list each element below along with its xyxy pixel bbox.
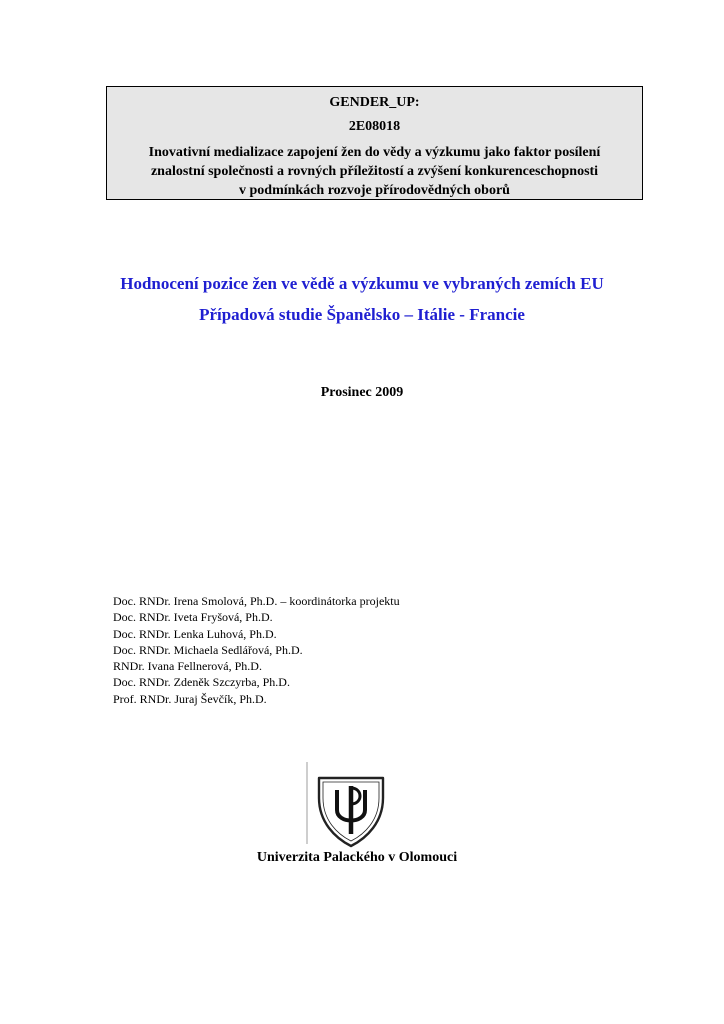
project-description-line: znalostní společnosti a rovných příležitostí a zvýšení konkurenceschopnosti — [150, 164, 599, 179]
project-description-line: v podmínkách rozvoje přírodovědných oborů — [239, 183, 510, 198]
project-description-line: Inovativní medializace zapojení žen do vědy a výzkumu jako faktor posílení — [148, 145, 601, 160]
project-header-box — [106, 86, 643, 200]
author-item: Doc. RNDr. Michaela Sedlářová, Ph.D. — [113, 642, 303, 657]
grant-number: 2E08018 — [348, 119, 401, 134]
author-item: Prof. RNDr. Juraj Ševčík, Ph.D. — [113, 691, 267, 706]
project-code: GENDER_UP: — [329, 95, 420, 110]
university-crest-icon — [305, 762, 395, 852]
author-item: Doc. RNDr. Lenka Luhová, Ph.D. — [113, 626, 277, 641]
project-description — [107, 143, 642, 200]
author-item: RNDr. Ivana Fellnerová, Ph.D. — [113, 659, 262, 674]
document-title-block — [0, 270, 724, 329]
publication-date: Prosinec 2009 — [320, 385, 404, 400]
university-name: Univerzita Palackého v Olomouci — [256, 850, 458, 865]
author-item: Doc. RNDr. Irena Smolová, Ph.D. – koordinátorka projektu — [113, 594, 400, 608]
author-item: Doc. RNDr. Zdeněk Szczyrba, Ph.D. — [113, 675, 290, 690]
document-subtitle: Případová studie Španělsko – Itálie - Francie — [199, 305, 525, 324]
author-list — [113, 593, 400, 707]
author-item: Doc. RNDr. Iveta Fryšová, Ph.D. — [113, 610, 273, 625]
document-title: Hodnocení pozice žen ve vědě a výzkumu ve vybraných zemích EU — [120, 274, 604, 293]
